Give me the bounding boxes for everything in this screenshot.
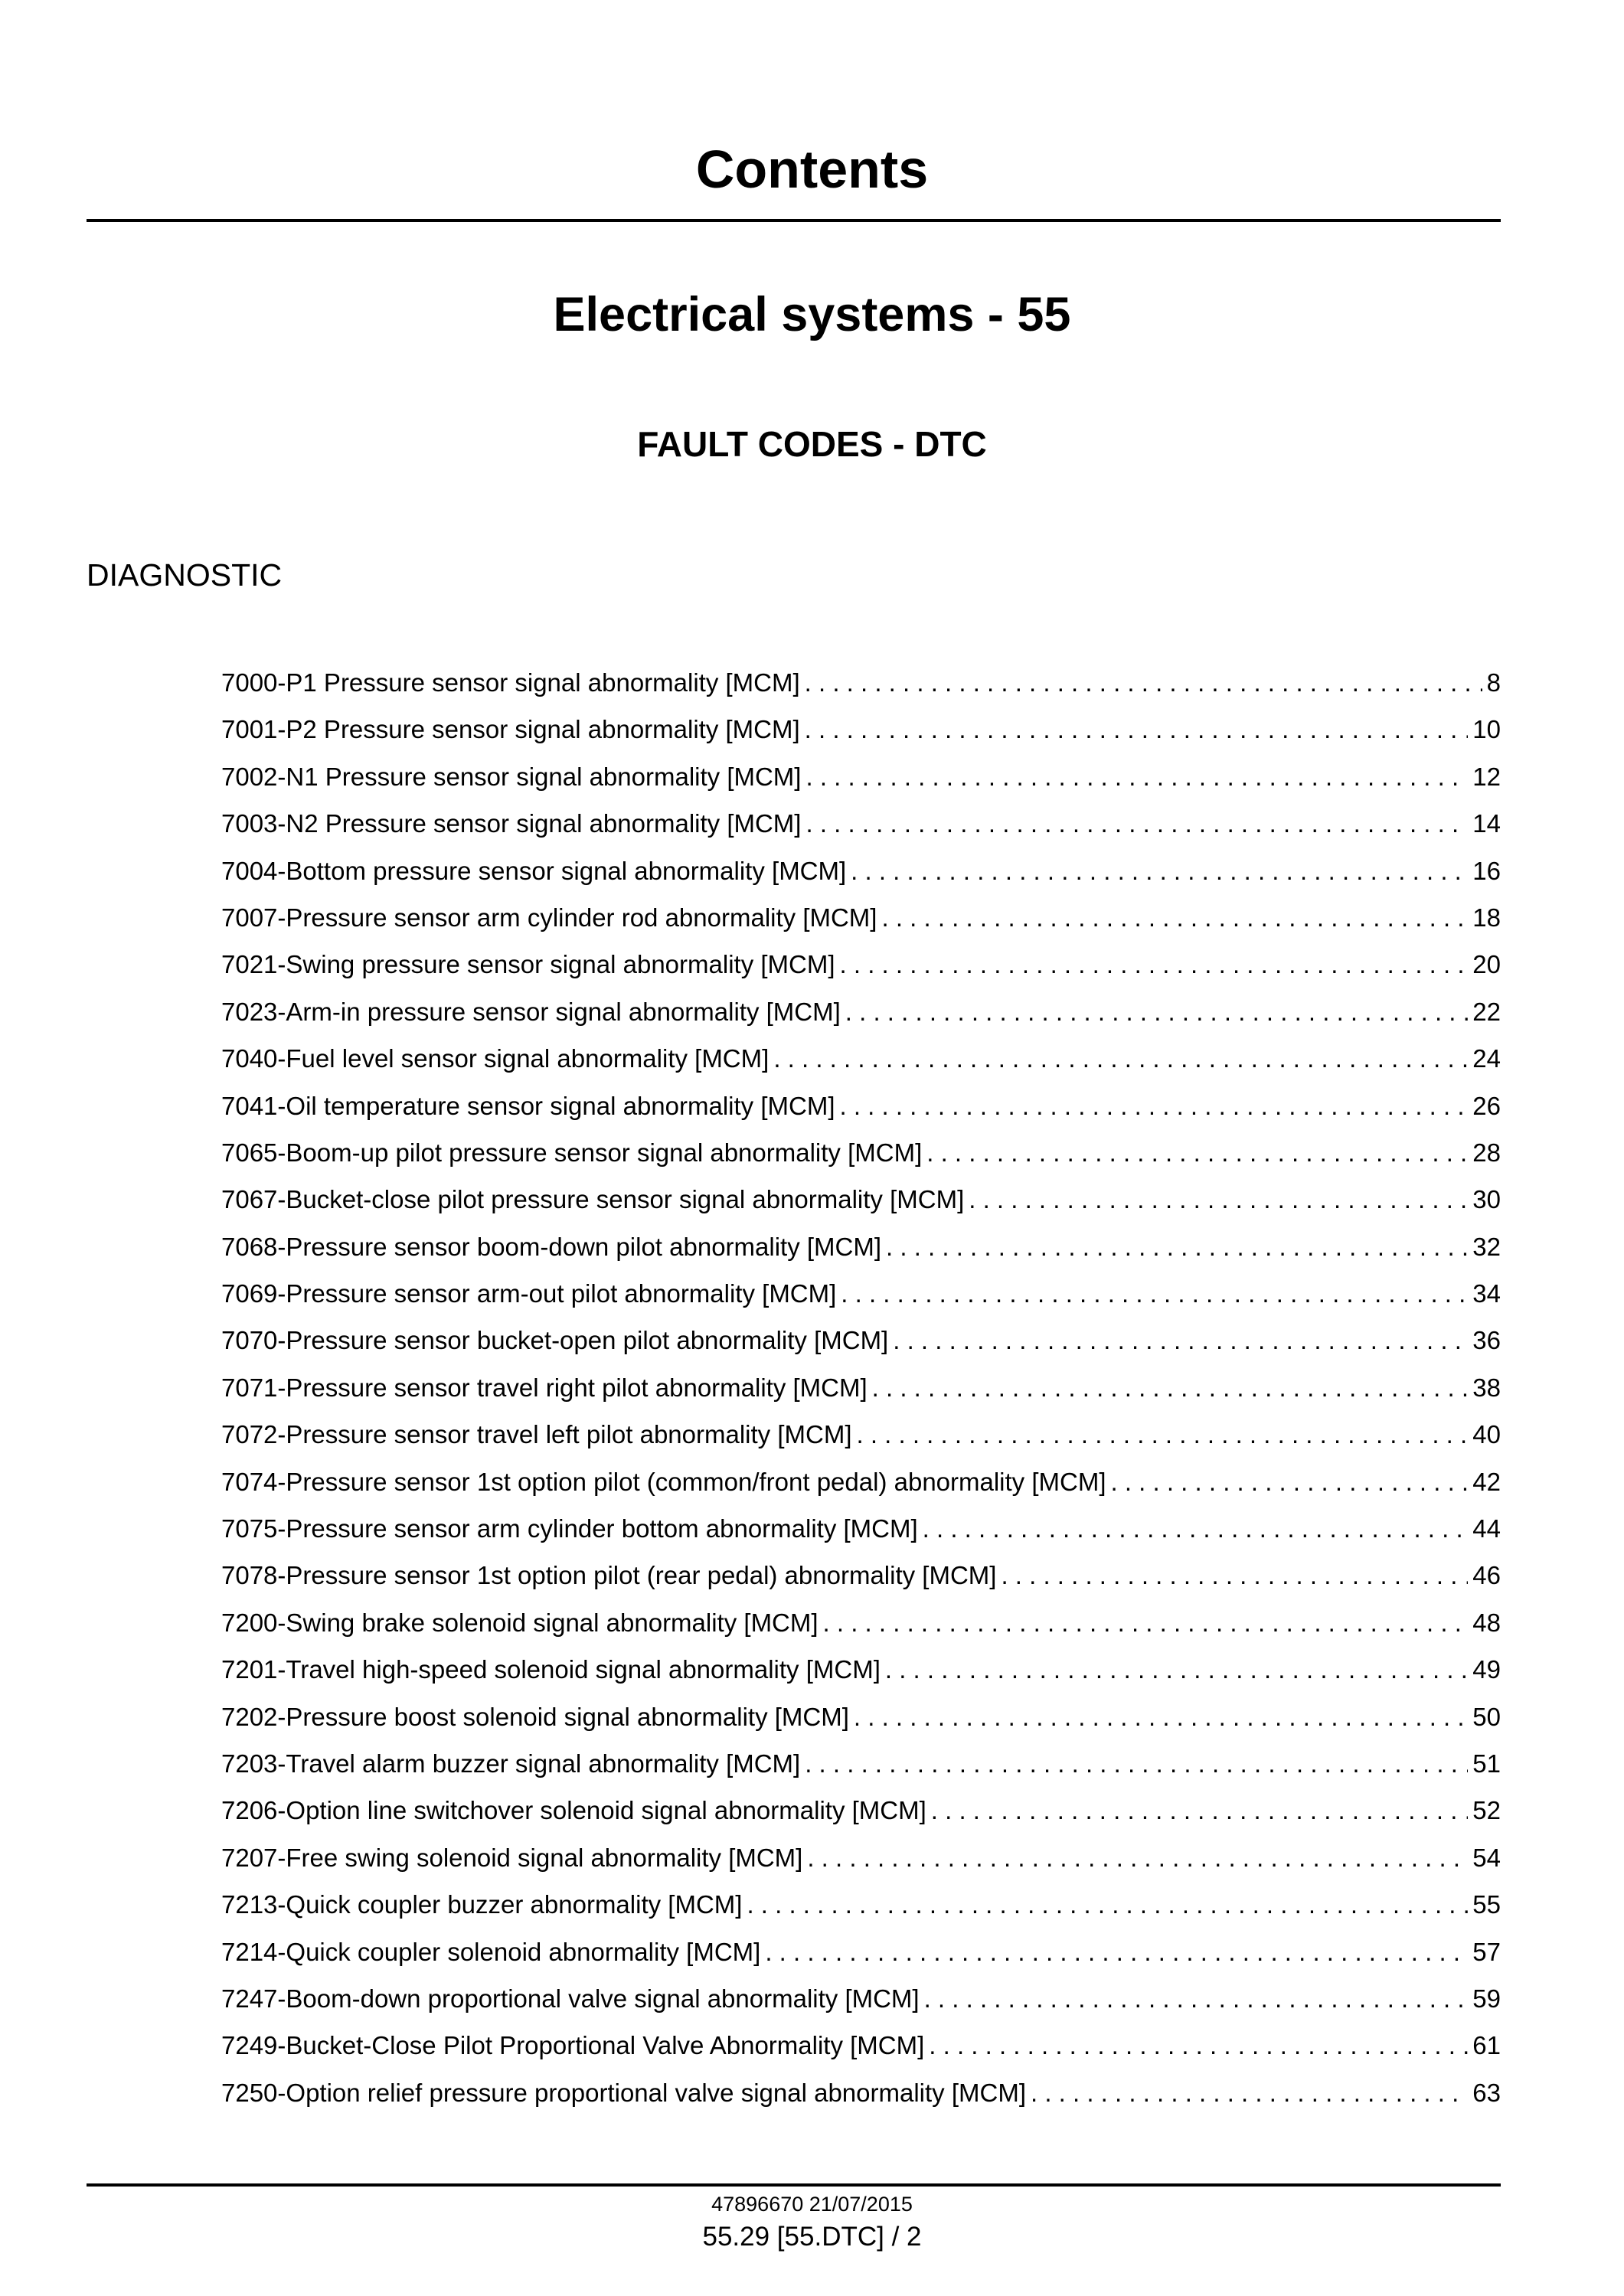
toc-entry-title: 7075-Pressure sensor arm cylinder bottom abnormality [MCM] (221, 1514, 918, 1543)
toc-entry-title: 7202-Pressure boost solenoid signal abnormality [MCM] (221, 1702, 849, 1731)
toc-leader-dots (872, 1373, 1469, 1403)
section-title: Electrical systems - 55 (553, 288, 1071, 341)
toc-entry-title: 7201-Travel high-speed solenoid signal abnormality [MCM] (221, 1655, 881, 1684)
toc-leader-dots (773, 1043, 1468, 1074)
toc-entry[interactable] (221, 1984, 1501, 2030)
toc-entry-page: 44 (1472, 1514, 1501, 1543)
category-heading: DIAGNOSTIC (87, 557, 283, 593)
toc-entry[interactable] (221, 1795, 1501, 1842)
toc-entry[interactable] (221, 856, 1501, 903)
toc-leader-dots (881, 903, 1468, 933)
toc-entry[interactable] (221, 2030, 1501, 2077)
toc-entry-title: 7041-Oil temperature sensor signal abnormality [MCM] (221, 1091, 835, 1120)
toc-leader-dots (1111, 1467, 1469, 1497)
toc-entry[interactable] (221, 1232, 1501, 1279)
toc-entry[interactable] (221, 1514, 1501, 1560)
toc-leader-dots (893, 1325, 1468, 1356)
toc-entry-page: 20 (1472, 950, 1501, 979)
toc-leader-dots (929, 2030, 1468, 2061)
toc-entry-title: 7250-Option relief pressure proportional valve signal abnormality [MCM] (221, 2078, 1026, 2107)
toc-leader-dots (805, 808, 1468, 839)
toc-entry[interactable] (221, 1043, 1501, 1090)
toc-entry[interactable] (221, 762, 1501, 808)
toc-leader-dots (885, 1654, 1468, 1685)
toc-entry-title: 7007-Pressure sensor arm cylinder rod abnormality [MCM] (221, 903, 877, 932)
toc-entry[interactable] (221, 903, 1501, 949)
toc-entry-page: 10 (1472, 715, 1501, 744)
toc-entry-title: 7206-Option line switchover solenoid signal abnormality [MCM] (221, 1796, 926, 1825)
toc-entry[interactable] (221, 1654, 1501, 1701)
subsection-title: FAULT CODES - DTC (637, 424, 987, 464)
toc-entry[interactable] (221, 949, 1501, 996)
toc-entry[interactable] (221, 1749, 1501, 1795)
toc-leader-dots (1001, 1560, 1468, 1591)
toc-entry[interactable] (221, 1467, 1501, 1514)
toc-entry-title: 7067-Bucket-close pilot pressure sensor signal abnormality [MCM] (221, 1185, 965, 1214)
toc-entry-page: 61 (1472, 2031, 1501, 2060)
toc-entry-title: 7069-Pressure sensor arm-out pilot abnormality [MCM] (221, 1279, 837, 1308)
toc-leader-dots (807, 1843, 1468, 1873)
toc-entry-title: 7070-Pressure sensor bucket-open pilot abnormality [MCM] (221, 1326, 889, 1355)
toc-entry-page: 24 (1472, 1044, 1501, 1073)
bottom-divider (87, 2183, 1501, 2187)
toc-entry[interactable] (221, 997, 1501, 1043)
toc-entry-title: 7001-P2 Pressure sensor signal abnormality [MCM] (221, 715, 800, 744)
toc-leader-dots (886, 1232, 1468, 1262)
toc-leader-dots (854, 1702, 1468, 1733)
toc-entry-title: 7247-Boom-down proportional valve signal abnormality [MCM] (221, 1984, 920, 2013)
toc-entry-page: 8 (1486, 668, 1501, 697)
toc-entry-page: 57 (1472, 1937, 1501, 1966)
toc-leader-dots (857, 1419, 1469, 1450)
toc-entry-page: 48 (1472, 1608, 1501, 1637)
toc-leader-dots (805, 714, 1469, 745)
toc-list (221, 668, 1501, 2125)
toc-entry[interactable] (221, 1608, 1501, 1654)
toc-leader-dots (840, 1091, 1469, 1122)
toc-entry-title: 7207-Free swing solenoid signal abnormality [MCM] (221, 1843, 803, 1872)
toc-leader-dots (1031, 2078, 1468, 2108)
toc-entry[interactable] (221, 1937, 1501, 1984)
toc-entry-title: 7200-Swing brake solenoid signal abnormality [MCM] (221, 1608, 819, 1637)
toc-entry-page: 12 (1472, 762, 1501, 791)
toc-leader-dots (923, 1514, 1469, 1544)
toc-entry-page: 50 (1472, 1702, 1501, 1731)
toc-leader-dots (805, 762, 1468, 792)
toc-leader-dots (926, 1138, 1468, 1168)
toc-leader-dots (924, 1984, 1469, 2014)
toc-entry[interactable] (221, 714, 1501, 761)
toc-leader-dots (805, 1749, 1468, 1779)
toc-entry-page: 55 (1472, 1890, 1501, 1919)
toc-entry-page: 30 (1472, 1185, 1501, 1214)
toc-entry-title: 7065-Boom-up pilot pressure sensor signal abnormality [MCM] (221, 1138, 923, 1167)
toc-entry-page: 32 (1472, 1232, 1501, 1261)
toc-leader-dots (841, 1279, 1468, 1309)
toc-entry[interactable] (221, 1560, 1501, 1607)
toc-entry[interactable] (221, 1138, 1501, 1184)
toc-entry-page: 54 (1472, 1843, 1501, 1872)
toc-entry-title: 7203-Travel alarm buzzer signal abnormality [MCM] (221, 1749, 801, 1778)
toc-entry-title: 7071-Pressure sensor travel right pilot abnormality [MCM] (221, 1373, 868, 1402)
toc-entry-page: 49 (1472, 1655, 1501, 1684)
toc-leader-dots (840, 949, 1469, 980)
toc-entry-page: 28 (1472, 1138, 1501, 1167)
toc-entry-title: 7021-Swing pressure sensor signal abnormality [MCM] (221, 950, 835, 979)
toc-entry-title: 7004-Bottom pressure sensor signal abnormality [MCM] (221, 856, 847, 885)
toc-entry[interactable] (221, 1091, 1501, 1138)
toc-entry-page: 40 (1472, 1420, 1501, 1449)
toc-entry[interactable] (221, 1889, 1501, 1936)
toc-entry[interactable] (221, 1325, 1501, 1372)
toc-entry-page: 46 (1472, 1561, 1501, 1590)
toc-entry-title: 7068-Pressure sensor boom-down pilot abnormality [MCM] (221, 1232, 882, 1261)
toc-entry[interactable] (221, 808, 1501, 855)
page-title: Contents (695, 139, 929, 199)
toc-leader-dots (845, 997, 1468, 1027)
toc-entry-title: 7023-Arm-in pressure sensor signal abnormality [MCM] (221, 997, 841, 1026)
toc-leader-dots (805, 668, 1482, 698)
toc-leader-dots (765, 1937, 1468, 1968)
toc-entry-page: 14 (1472, 809, 1501, 838)
toc-entry-title: 7213-Quick coupler buzzer abnormality [MCM] (221, 1890, 743, 1919)
toc-leader-dots (823, 1608, 1469, 1638)
toc-leader-dots (931, 1795, 1469, 1826)
toc-entry-title: 7002-N1 Pressure sensor signal abnormality [MCM] (221, 762, 802, 791)
toc-entry-page: 51 (1472, 1749, 1501, 1778)
page-number: 55.29 [55.DTC] / 2 (702, 2222, 922, 2252)
document-id: 47896670 21/07/2015 (711, 2193, 913, 2216)
toc-entry-title: 7072-Pressure sensor travel left pilot abnormality [MCM] (221, 1420, 852, 1449)
toc-entry-title: 7249-Bucket-Close Pilot Proportional Valve Abnormality [MCM] (221, 2031, 925, 2060)
toc-entry[interactable] (221, 1373, 1501, 1419)
toc-entry[interactable] (221, 1419, 1501, 1466)
toc-entry-page: 36 (1472, 1326, 1501, 1355)
toc-entry-page: 38 (1472, 1373, 1501, 1402)
toc-entry[interactable] (221, 1279, 1501, 1325)
toc-entry-page: 22 (1472, 997, 1501, 1026)
toc-entry-page: 26 (1472, 1091, 1501, 1120)
toc-entry[interactable] (221, 1184, 1501, 1231)
toc-entry-page: 42 (1472, 1467, 1501, 1496)
toc-entry-page: 63 (1472, 2078, 1501, 2107)
top-divider (87, 219, 1501, 222)
toc-entry-page: 52 (1472, 1796, 1501, 1825)
toc-entry-page: 16 (1472, 856, 1501, 885)
toc-leader-dots (969, 1184, 1468, 1215)
toc-entry[interactable] (221, 2078, 1501, 2125)
toc-entry-title: 7078-Pressure sensor 1st option pilot (rear pedal) abnormality [MCM] (221, 1561, 997, 1590)
toc-entry-title: 7040-Fuel level sensor signal abnormality [MCM] (221, 1044, 770, 1073)
toc-entry-page: 18 (1472, 903, 1501, 932)
toc-entry[interactable] (221, 1843, 1501, 1889)
toc-entry-title: 7003-N2 Pressure sensor signal abnormality [MCM] (221, 809, 802, 838)
toc-leader-dots (851, 856, 1468, 887)
toc-entry-title: 7214-Quick coupler solenoid abnormality [MCM] (221, 1937, 761, 1966)
toc-entry-title: 7000-P1 Pressure sensor signal abnormality [MCM] (221, 668, 800, 697)
toc-entry-title: 7074-Pressure sensor 1st option pilot (common/front pedal) abnormality [MCM] (221, 1467, 1106, 1496)
toc-entry-page: 59 (1472, 1984, 1501, 2013)
toc-entry[interactable] (221, 1702, 1501, 1749)
toc-entry[interactable] (221, 668, 1501, 714)
toc-entry-page: 34 (1472, 1279, 1501, 1308)
toc-leader-dots (747, 1889, 1468, 1920)
